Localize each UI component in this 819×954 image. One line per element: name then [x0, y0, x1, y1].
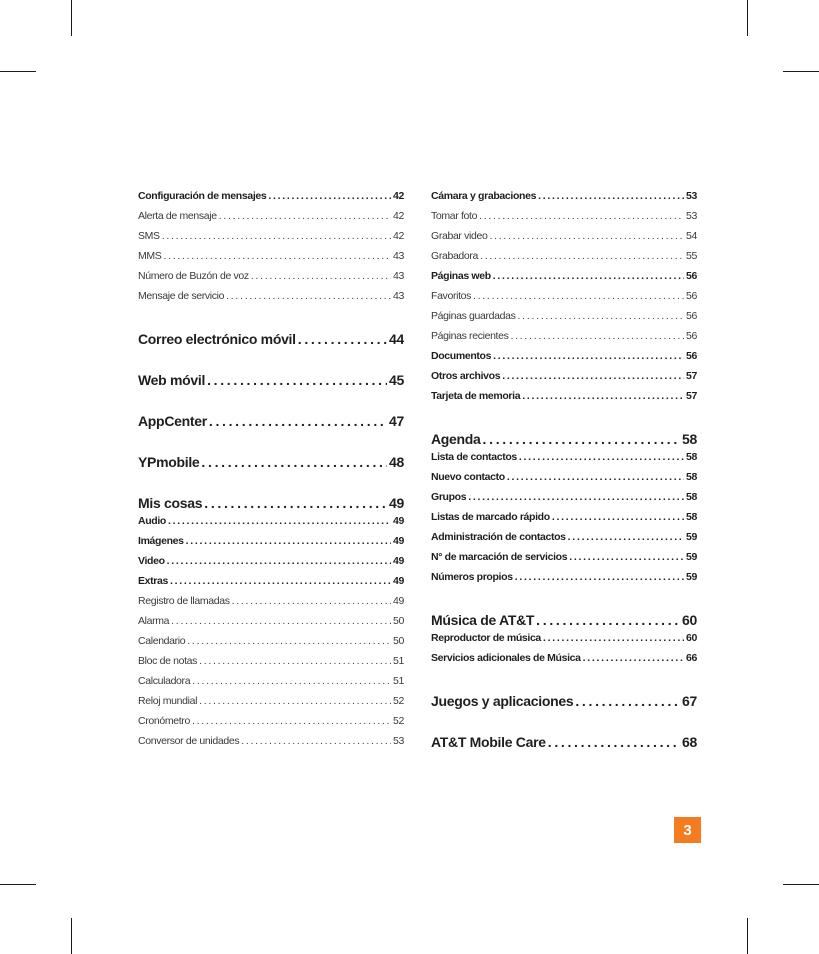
- toc-section-page: 47: [389, 413, 404, 429]
- page-number-badge: 3: [674, 817, 701, 843]
- toc-entry[interactable]: [431, 310, 697, 330]
- crop-mark: [747, 0, 748, 36]
- toc-entry-page: 43: [393, 270, 404, 282]
- toc-entry[interactable]: [138, 595, 404, 615]
- toc-entry-title: Configuración de mensajes: [138, 190, 267, 202]
- toc-entry[interactable]: [138, 270, 404, 290]
- toc-entry[interactable]: [138, 655, 404, 675]
- toc-section[interactable]: [138, 331, 404, 351]
- toc-entry-page: 49: [393, 515, 404, 527]
- toc-entry-page: 57: [686, 370, 697, 382]
- toc-entry[interactable]: [431, 471, 697, 491]
- toc-entry[interactable]: [431, 491, 697, 511]
- toc-entry[interactable]: [138, 190, 404, 210]
- leader-dots: [192, 675, 391, 687]
- toc-entry-title: Audio: [138, 515, 166, 527]
- leader-dots: [479, 210, 684, 222]
- toc-entry-page: 60: [686, 632, 697, 644]
- leader-dots: [187, 635, 391, 647]
- toc-entry[interactable]: [138, 290, 404, 310]
- toc-entry[interactable]: [431, 350, 697, 370]
- toc-entry-page: 49: [393, 595, 404, 607]
- leader-dots: [522, 390, 684, 402]
- toc-entry-page: 49: [393, 555, 404, 567]
- leader-dots: [192, 715, 391, 727]
- toc-section-title: Web móvil: [138, 372, 206, 388]
- toc-entry-title: Servicios adicionales de Música: [431, 652, 581, 664]
- toc-section[interactable]: [431, 734, 697, 754]
- toc-entry-title: Calculadora: [138, 675, 191, 687]
- toc-section[interactable]: [138, 454, 404, 474]
- toc-entry[interactable]: [138, 555, 404, 575]
- toc-section-title: AT&T Mobile Care: [431, 734, 546, 750]
- toc-entry-title: Tomar foto: [431, 210, 478, 222]
- toc-entry[interactable]: [138, 535, 404, 555]
- crop-mark: [0, 71, 36, 72]
- toc-entry-title: Grabar video: [431, 230, 488, 242]
- toc-entry-title: MMS: [138, 250, 162, 262]
- toc-entry-page: 56: [686, 330, 697, 342]
- toc-entry-title: Reloj mundial: [138, 695, 198, 707]
- leader-dots: [502, 370, 684, 382]
- leader-dots: [298, 331, 387, 347]
- toc-entry-title: Otros archivos: [431, 370, 501, 382]
- toc-entry[interactable]: [431, 511, 697, 531]
- toc-section[interactable]: [138, 495, 404, 515]
- toc-entry-page: 56: [686, 350, 697, 362]
- leader-dots: [219, 210, 391, 222]
- leader-dots: [163, 250, 391, 262]
- leader-dots: [493, 270, 684, 282]
- toc-entry-title: Grabadora: [431, 250, 479, 262]
- toc-entry-title: Mensaje de servicio: [138, 290, 225, 302]
- leader-dots: [515, 571, 684, 583]
- toc-entry-page: 58: [686, 511, 697, 523]
- leader-dots: [226, 290, 391, 302]
- toc-entry-page: 55: [686, 250, 697, 262]
- toc-entry-title: Números propios: [431, 571, 513, 583]
- toc-entry-page: 52: [393, 695, 404, 707]
- toc-entry-title: Registro de llamadas: [138, 595, 230, 607]
- leader-dots: [507, 471, 684, 483]
- toc-entry-title: Extras: [138, 575, 169, 587]
- leader-dots: [490, 230, 685, 242]
- leader-dots: [468, 491, 684, 503]
- toc-entry[interactable]: [431, 190, 697, 210]
- leader-dots: [543, 632, 684, 644]
- leader-dots: [201, 454, 387, 470]
- toc-entry[interactable]: [431, 390, 697, 410]
- crop-mark: [0, 884, 36, 885]
- leader-dots: [536, 612, 680, 628]
- toc-entry[interactable]: [138, 575, 404, 595]
- leader-dots: [538, 190, 684, 202]
- toc-entry-page: 56: [686, 290, 697, 302]
- toc-entry[interactable]: [431, 632, 697, 652]
- toc-entry-title: Alerta de mensaje: [138, 210, 217, 222]
- toc-entry-title: Listas de marcado rápido: [431, 511, 550, 523]
- toc-section-title: Agenda: [431, 431, 481, 447]
- toc-entry[interactable]: [431, 652, 697, 672]
- toc-entry-page: 42: [393, 190, 404, 202]
- toc-section[interactable]: [431, 693, 697, 713]
- toc-entry[interactable]: [138, 735, 404, 755]
- toc-entry-page: 43: [393, 290, 404, 302]
- leader-dots: [480, 250, 684, 262]
- toc-section-page: 67: [682, 693, 697, 709]
- leader-dots: [168, 515, 391, 527]
- toc-entry-page: 42: [393, 230, 404, 242]
- toc-entry-page: 54: [686, 230, 697, 242]
- leader-dots: [268, 190, 391, 202]
- toc-entry[interactable]: [431, 531, 697, 551]
- toc-entry[interactable]: [138, 210, 404, 230]
- toc-entry-page: 58: [686, 491, 697, 503]
- toc-entry-page: 50: [393, 635, 404, 647]
- toc-section[interactable]: [138, 413, 404, 433]
- leader-dots: [162, 230, 391, 242]
- toc-entry-page: 56: [686, 270, 697, 282]
- toc-entry-page: 49: [393, 535, 404, 547]
- toc-section-page: 60: [682, 612, 697, 628]
- toc-entry-title: Imágenes: [138, 535, 184, 547]
- leader-dots: [552, 511, 684, 523]
- toc-entry-page: 59: [686, 531, 697, 543]
- toc-entry-title: Cronómetro: [138, 715, 190, 727]
- toc-entry-title: Conversor de unidades: [138, 735, 240, 747]
- toc-entry-page: 51: [393, 675, 404, 687]
- toc-section-page: 45: [389, 372, 404, 388]
- toc-entry-title: N° de marcación de servicios: [431, 551, 568, 563]
- leader-dots: [483, 431, 680, 447]
- toc-entry-page: 51: [393, 655, 404, 667]
- leader-dots: [204, 495, 387, 511]
- leader-dots: [518, 310, 684, 322]
- toc-entry[interactable]: [138, 675, 404, 695]
- toc-entry-page: 49: [393, 575, 404, 587]
- toc-section[interactable]: [138, 372, 404, 392]
- leader-dots: [199, 655, 391, 667]
- toc-entry-page: 66: [686, 652, 697, 664]
- toc-entry-title: Documentos: [431, 350, 492, 362]
- leader-dots: [171, 615, 391, 627]
- toc-entry-title: Número de Buzón de voz: [138, 270, 249, 282]
- toc-entry-page: 52: [393, 715, 404, 727]
- toc-entry[interactable]: [431, 451, 697, 471]
- toc-entry-title: Páginas web: [431, 270, 491, 282]
- toc-entry-page: 43: [393, 250, 404, 262]
- leader-dots: [186, 535, 391, 547]
- leader-dots: [473, 290, 684, 302]
- toc-entry-page: 53: [686, 210, 697, 222]
- toc-entry-page: 57: [686, 390, 697, 402]
- leader-dots: [170, 575, 391, 587]
- toc-section-title: YPmobile: [138, 454, 200, 470]
- leader-dots: [199, 695, 391, 707]
- toc-entry-page: 58: [686, 471, 697, 483]
- toc-entry-page: 53: [686, 190, 697, 202]
- toc-entry-title: Tarjeta de memoria: [431, 390, 521, 402]
- toc-right-column: [431, 190, 697, 754]
- toc-entry-title: Cámara y grabaciones: [431, 190, 537, 202]
- toc-entry-title: Lista de contactos: [431, 451, 517, 463]
- crop-mark: [747, 918, 748, 954]
- crop-mark: [71, 0, 72, 36]
- toc-entry[interactable]: [138, 695, 404, 715]
- toc-entry-title: Páginas recientes: [431, 330, 509, 342]
- toc-entry-page: 56: [686, 310, 697, 322]
- leader-dots: [583, 652, 684, 664]
- toc-entry[interactable]: [431, 230, 697, 250]
- toc-entry-page: 58: [686, 451, 697, 463]
- toc-entry[interactable]: [431, 210, 697, 230]
- toc-section-title: AppCenter: [138, 413, 207, 429]
- leader-dots: [493, 350, 684, 362]
- crop-mark: [71, 918, 72, 954]
- toc-entry-page: 42: [393, 210, 404, 222]
- leader-dots: [548, 734, 680, 750]
- toc-entry-title: Bloc de notas: [138, 655, 198, 667]
- leader-dots: [207, 372, 387, 388]
- toc-entry-page: 53: [393, 735, 404, 747]
- toc-entry[interactable]: [138, 635, 404, 655]
- toc-section-title: Música de AT&T: [431, 612, 535, 628]
- toc-section[interactable]: [431, 431, 697, 451]
- leader-dots: [569, 551, 684, 563]
- toc-section-title: Correo electrónico móvil: [138, 331, 296, 347]
- toc-entry-title: Páginas guardadas: [431, 310, 516, 322]
- toc-entry[interactable]: [138, 715, 404, 735]
- toc-entry-title: Reproductor de música: [431, 632, 541, 644]
- toc-entry[interactable]: [431, 330, 697, 350]
- toc-entry-title: SMS: [138, 230, 160, 242]
- leader-dots: [241, 735, 391, 747]
- toc-section-page: 49: [389, 495, 404, 511]
- toc-left-column: [138, 190, 404, 755]
- toc-section-page: 48: [389, 454, 404, 470]
- toc-entry-title: Video: [138, 555, 165, 567]
- toc-entry[interactable]: [431, 370, 697, 390]
- leader-dots: [575, 693, 680, 709]
- toc-entry-title: Grupos: [431, 491, 467, 503]
- toc-entry[interactable]: [138, 250, 404, 270]
- toc-entry[interactable]: [431, 250, 697, 270]
- toc-entry-page: 59: [686, 551, 697, 563]
- toc-entry[interactable]: [431, 270, 697, 290]
- toc-section-page: 68: [682, 734, 697, 750]
- toc-section-page: 44: [389, 331, 404, 347]
- toc-section-title: Mis cosas: [138, 495, 203, 511]
- toc-section-page: 58: [682, 431, 697, 447]
- crop-mark: [783, 884, 819, 885]
- toc-entry-title: Alarma: [138, 615, 170, 627]
- leader-dots: [511, 330, 684, 342]
- crop-mark: [783, 71, 819, 72]
- toc-section-title: Juegos y aplicaciones: [431, 693, 574, 709]
- toc-entry-title: Favoritos: [431, 290, 472, 302]
- toc-entry-title: Nuevo contacto: [431, 471, 505, 483]
- toc-entry-title: Administración de contactos: [431, 531, 566, 543]
- leader-dots: [519, 451, 684, 463]
- toc-entry[interactable]: [431, 551, 697, 571]
- toc-entry-title: Calendario: [138, 635, 186, 647]
- toc-entry-page: 59: [686, 571, 697, 583]
- leader-dots: [167, 555, 391, 567]
- toc-entry[interactable]: [431, 290, 697, 310]
- toc-entry[interactable]: [138, 615, 404, 635]
- leader-dots: [568, 531, 684, 543]
- leader-dots: [251, 270, 391, 282]
- toc-section[interactable]: [431, 612, 697, 632]
- leader-dots: [209, 413, 387, 429]
- toc-entry[interactable]: [431, 571, 697, 591]
- toc-entry-page: 50: [393, 615, 404, 627]
- toc-entry[interactable]: [138, 230, 404, 250]
- toc-entry[interactable]: [138, 515, 404, 535]
- leader-dots: [232, 595, 391, 607]
